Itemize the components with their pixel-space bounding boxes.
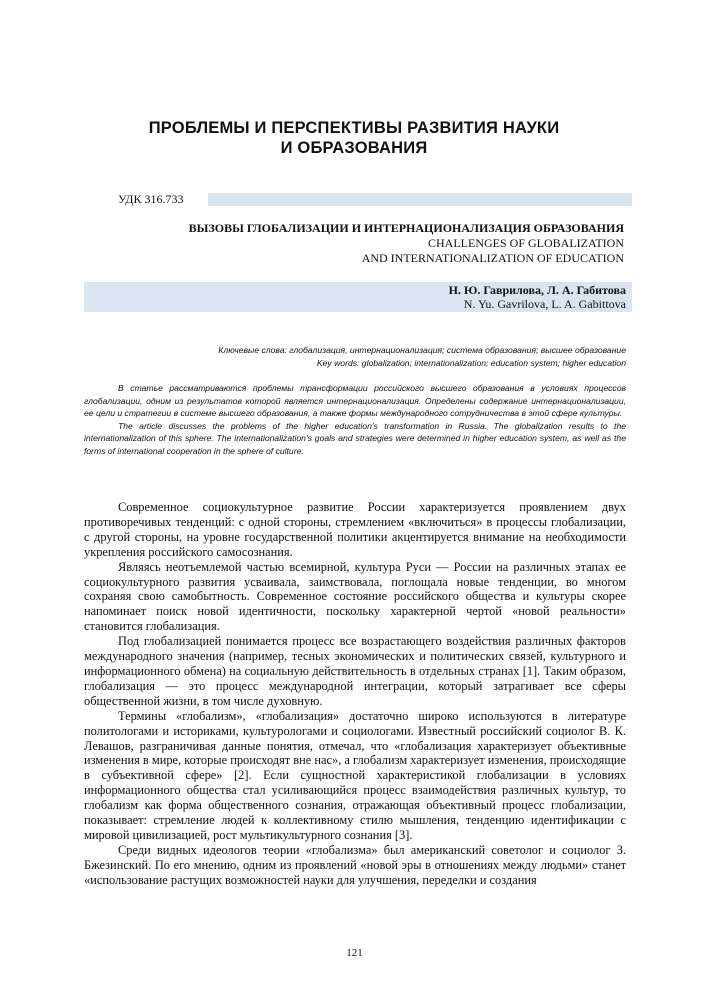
udk-highlight-bar [208, 193, 632, 206]
article-title-en-line-1: CHALLENGES OF GLOBALIZATION [428, 236, 624, 250]
page-number: 121 [346, 947, 363, 959]
authors [84, 283, 626, 311]
keywords-ru: Ключевые слова: глобализация, интернационализация; система образования; высшее образование [218, 345, 626, 355]
abstract [84, 382, 626, 458]
body-paragraph: Среди видных идеологов теории «глобализма» был американский советолог и социолог З. Бжезинский. По его мнению, одним из проявлений «новой эры в отношениях между людьми» станет «использование растущих возможностей науки для улучшения, переделки и создания [84, 842, 626, 887]
keywords-en: Key words: globalization; internationalization; education system; higher education [316, 358, 626, 368]
body-paragraph: Современное социокультурное развитие России характеризуется проявлением двух противоречивых тенденций: с одной стороны, стремлением «включиться» в процессы глобализации, с другой стороны, на уровне государственной политики акцентируется внимание на необходимости укрепления российского самосознания. [84, 500, 626, 559]
abstract-ru: В статье рассматриваются проблемы трансформации российского высшего образования в условиях процессов глобализации, одним из результатов которой является интернационализация. Определены содержание интернационализации, ее цели и стратегии в системе высшего образования, а также формы международного сотрудничества в этой сфере культуры. [84, 383, 626, 419]
body-paragraph: Термины «глобализм», «глобализация» достаточно широко используются в литературе политологами и историками, культурологами и социологами. Известный российский социолог В. К. Левашов, разграничивая данные понятия, отмечал, что «глобализация характеризует объективные изменения в мире, которые происходят вне нас», а глобализм характеризует изменения, происходящие в субъективной сфере» [2]. Если сущностной характеристикой глобализации в условиях информационного общества стал усиливающийся процесс взаимодействия различных культур, то глобализм как форма общественного сознания, отражающая объективный процесс глобализации, показывает: стремление людей к коллективному стилю мышления, тенденцию идентификации с мировой цивилизацией, рост мультикультурного сознания [3]. [84, 708, 626, 842]
body-paragraph: Являясь неотъемлемой частью всемирной, культура Руси — России на различных этапах ее социокультурного развития усваивала, заимствовала, поглощала новые тенденции, во многом сохраняя свою самобытность. Современное состояние российского общества и культуры скорее напоминает поиск новой идентичности, поскольку характерной чертой «новой реальности» становится глобализация. [84, 559, 626, 634]
keywords [84, 344, 626, 370]
authors-ru: Н. Ю. Гаврилова, Л. А. Габитова [448, 283, 626, 297]
section-heading-line-1: ПРОБЛЕМЫ И ПЕРСПЕКТИВЫ РАЗВИТИЯ НАУКИ [148, 119, 560, 137]
section-heading-line-2: И ОБРАЗОВАНИЯ [280, 139, 428, 157]
udk-code: УДК 316.733 [118, 192, 184, 206]
article-title-en-line-2: AND INTERNATIONALIZATION OF EDUCATION [361, 251, 624, 265]
section-heading [84, 118, 624, 158]
body-paragraph: Под глобализацией понимается процесс все возрастающего воздействия различных факторов международного значения (например, тесных экономических и политических связей, культурного и информационного обмена) на социальную действительность в отдельных странах [1]. Таким образом, глобализация — это процесс международной интеграции, который затрагивает все сферы общественной жизни, в том числе духовную. [84, 634, 626, 708]
article-title-ru: ВЫЗОВЫ ГЛОБАЛИЗАЦИИ И ИНТЕРНАЦИОНАЛИЗАЦИЯ ОБРАЗОВАНИЯ [188, 221, 624, 235]
authors-en: N. Yu. Gavrilova, L. A. Gabittova [463, 297, 626, 311]
article-body [84, 500, 626, 888]
abstract-en: The article discusses the problems of the higher education's transformation in Russia. The globalization results to the internationalization of this sphere. The internationalization's goals and strategies were determined in higher education system, as well as the forms of international cooperation in the sphere of culture. [84, 420, 626, 456]
article-title [84, 221, 624, 266]
